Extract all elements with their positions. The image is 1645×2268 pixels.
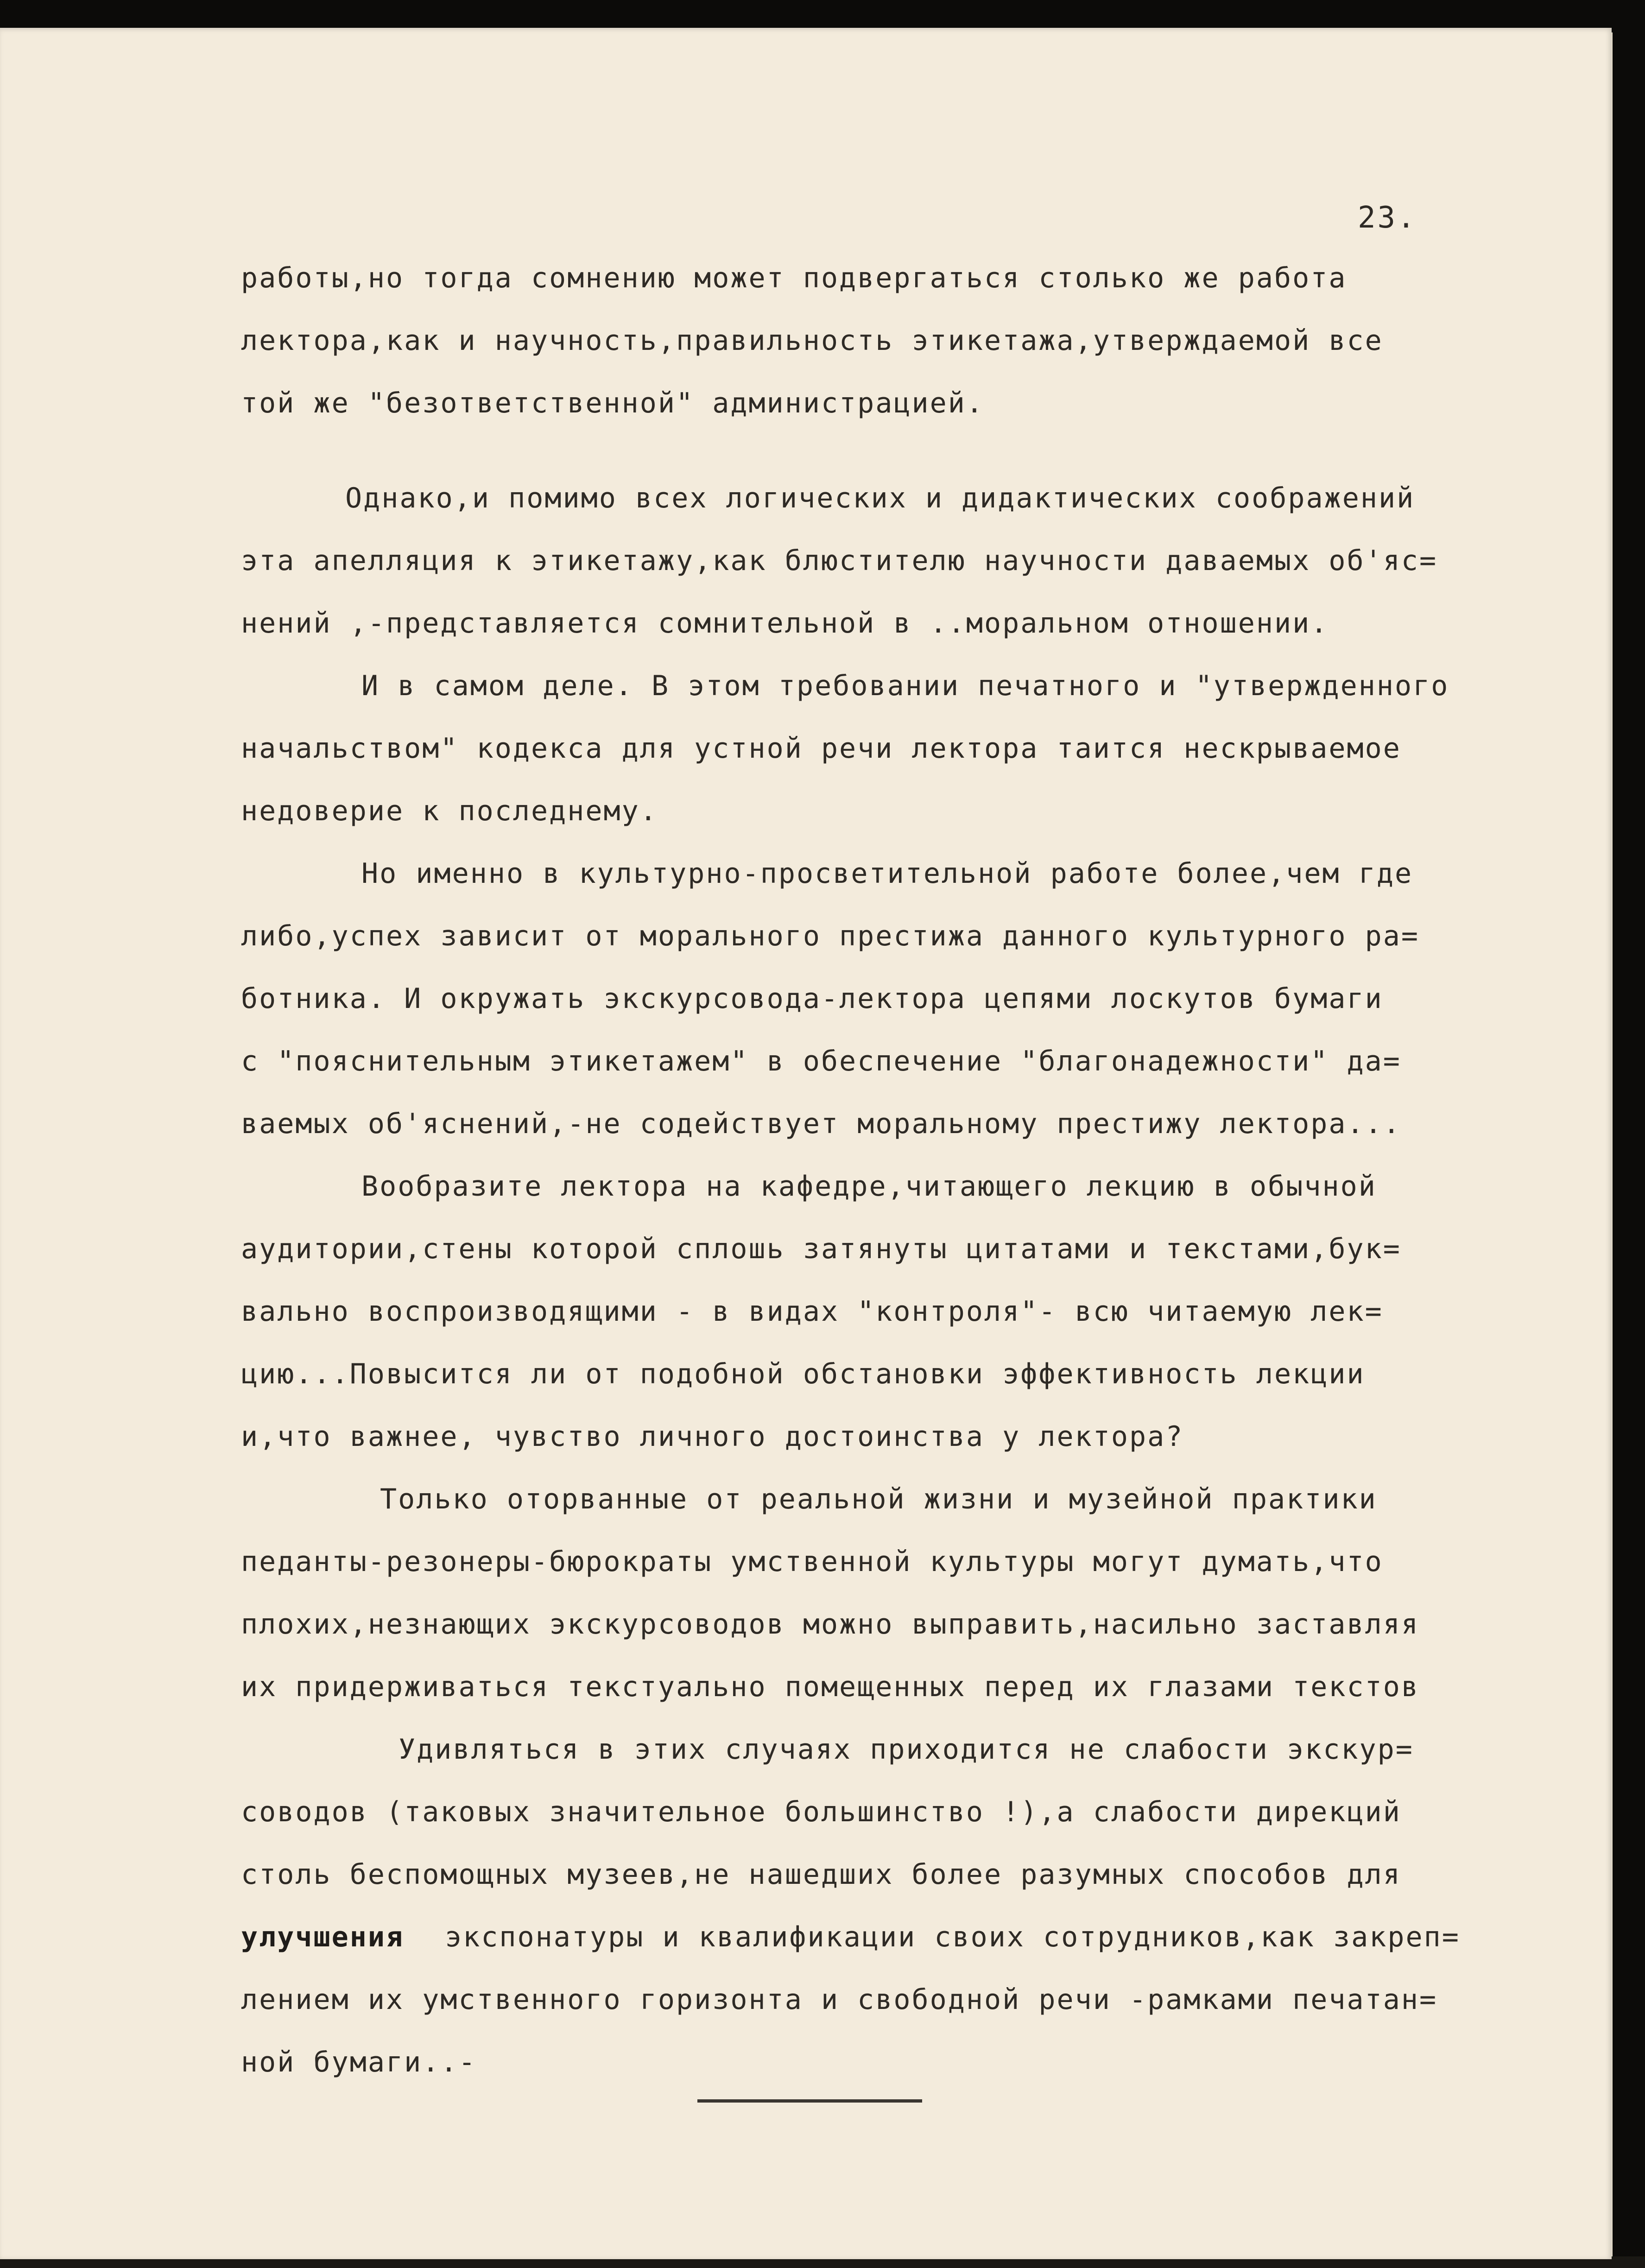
text-line-3: той же "безответственной" администрацией.	[241, 387, 985, 419]
text-line-27-overstruck-word: улучшения	[241, 1921, 405, 1953]
text-line-2: лектора,как и научность,правильность этикетажа,утверждаемой все	[241, 324, 1383, 357]
text-line-28: лением их умственного горизонта и свободной речи -рамками печатан=	[241, 1983, 1438, 2016]
text-line-20: Только оторванные от реальной жизни и музейной практики	[380, 1483, 1377, 1515]
text-line-5: эта апелляция к этикетажу,как блюстителю научности даваемых об'яс=	[241, 545, 1438, 577]
text-line-10: Но именно в культурно-просветительной работе более,чем где	[361, 857, 1413, 890]
text-line-12: ботника. И окружать экскурсовода-лектора цепями лоскутов бумаги	[241, 982, 1383, 1015]
text-line-4: Однако,и помимо всех логических и дидактических соображений	[345, 482, 1415, 514]
text-line-15: Вообразите лектора на кафедре,читающего лекцию в обычной	[361, 1170, 1377, 1203]
text-line-14: ваемых об'яснений,-не содействует моральному престижу лектора...	[241, 1108, 1401, 1140]
text-line-7: И в самом деле. В этом требовании печатного и "утвержденного	[361, 670, 1449, 702]
text-line-23: их придерживаться текстуально помещенных перед их глазами текстов	[241, 1671, 1419, 1703]
scanner-bed-right	[1613, 0, 1645, 2268]
end-rule	[697, 2099, 922, 2103]
text-line-29: ной бумаги..-	[241, 2046, 477, 2078]
text-line-8: начальством" кодекса для устной речи лектора таится нескрываемое	[241, 732, 1401, 765]
text-line-22: плохих,незнающих экскурсоводов можно выправить,насильно заставляя	[241, 1608, 1419, 1641]
text-line-26: столь беспомощных музеев,не нашедших более разумных способов для	[241, 1858, 1401, 1891]
text-line-19: и,что важнее, чувство личного достоинства у лектора?	[241, 1420, 1184, 1453]
text-line-17: вально воспроизводящими - в видах "контроля"- всю читаемую лек=	[241, 1295, 1383, 1328]
text-line-18: цию...Повысится ли от подобной обстановки эффективность лекции	[241, 1358, 1365, 1390]
text-line-1: работы,но тогда сомнению может подвергаться столько же работа	[241, 262, 1347, 294]
text-line-21: педанты-резонеры-бюрократы умственной культуры могут думать,что	[241, 1546, 1383, 1578]
text-line-25: соводов (таковых значительное большинство !),а слабости дирекций	[241, 1796, 1401, 1828]
text-line-11: либо,успех зависит от морального престижа данного культурного ра=	[241, 920, 1419, 952]
text-line-27: экспонатуры и квалификации своих сотрудников,как закреп=	[445, 1921, 1460, 1953]
text-line-6: нений ,-представляется сомнительной в ..моральном отношении.	[241, 607, 1329, 640]
text-line-24: Удивляться в этих случаях приходится не слабости экскур=	[399, 1733, 1414, 1766]
text-line-13: с "пояснительным этикетажем" в обеспечение "благонадежности" да=	[241, 1045, 1401, 1077]
page-number: 23.	[1358, 201, 1417, 235]
text-line-16: аудитории,стены которой сплошь затянуты цитатами и текстами,бук=	[241, 1233, 1401, 1265]
text-line-9: недоверие к последнему.	[241, 795, 658, 827]
